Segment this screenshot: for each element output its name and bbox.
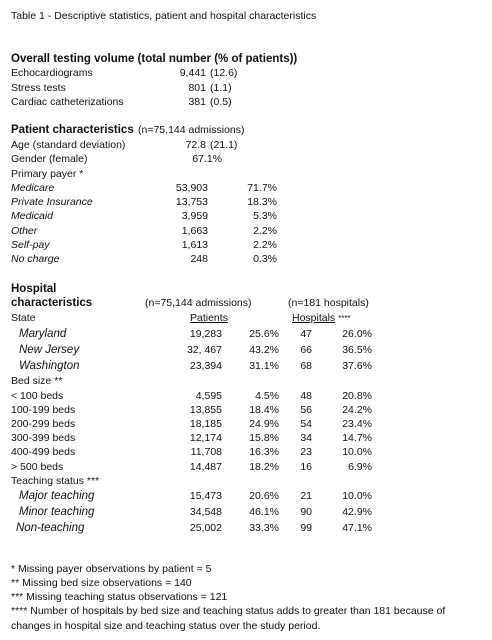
state-hpct-newjersey: 36.5% (342, 344, 372, 356)
gender-label: Gender (female) (11, 153, 88, 165)
bed-h-200-299: 54 (300, 418, 312, 430)
teaching-label-non: Non-teaching (16, 522, 85, 534)
state-label-washington: Washington (19, 360, 80, 372)
payer-n-other: 1,663 (181, 225, 208, 237)
teaching-n-minor: 34,548 (189, 506, 222, 518)
teaching-label-major: Major teaching (19, 490, 95, 502)
bed-label-100-199: 100-199 beds (11, 404, 76, 416)
testing-value-cath: 381 (188, 96, 206, 108)
state-pct-maryland: 25.6% (249, 328, 279, 340)
patient-n: (n=75,144 admissions) (138, 124, 245, 136)
footnote-hospital-count: **** Number of hospitals by bed size and teaching status adds to greater than 181 because of (11, 605, 446, 617)
testing-heading: Overall testing volume (total number (% of patients)) (11, 53, 298, 65)
bed-label-gt500: > 500 beds (11, 461, 64, 473)
bed-label-400-499: 400-499 beds (11, 446, 76, 458)
payer-pct-medicaid: 5.3% (253, 210, 277, 222)
bed-n-400-499: 11,708 (190, 446, 222, 458)
hospitals-column-header (292, 312, 351, 325)
testing-pct-cath: (0.5) (210, 96, 232, 108)
hospital-heading-line1: Hospital (11, 283, 57, 295)
payer-pct-medicare: 71.7% (247, 182, 277, 194)
patient-heading: Patient characteristics (11, 124, 134, 136)
state-label: State (11, 312, 36, 324)
testing-value-stress: 801 (188, 82, 206, 94)
bed-h-lt100: 48 (300, 390, 312, 402)
teaching-h-major: 21 (300, 490, 312, 502)
state-pct-newjersey: 43.2% (249, 344, 279, 356)
bed-n-300-399: 12,174 (189, 432, 222, 444)
bed-label-200-299: 200-299 beds (11, 418, 76, 430)
bed-pct-100-199: 18.4% (249, 404, 279, 416)
bed-hpct-100-199: 24.2% (342, 404, 372, 416)
bed-h-100-199: 56 (300, 404, 312, 416)
bed-h-400-499: 23 (300, 446, 312, 458)
state-n-maryland: 19,283 (189, 328, 222, 340)
bed-size-label: Bed size ** (11, 375, 63, 387)
payer-label-medicaid: Medicaid (11, 210, 54, 222)
bed-h-300-399: 34 (300, 432, 312, 444)
payer-pct-selfpay: 2.2% (253, 239, 277, 251)
footnote-bed-size: ** Missing bed size observations = 140 (11, 577, 192, 589)
teaching-pct-minor: 46.1% (249, 506, 279, 518)
testing-value-echo: 9,441 (179, 67, 206, 79)
hospitals-column-label: Hospitals (292, 312, 336, 324)
payer-label-nocharge: No charge (11, 253, 60, 265)
bed-n-lt100: 4,595 (195, 390, 222, 402)
bed-label-lt100: < 100 beds (11, 390, 64, 402)
payer-pct-private: 18.3% (247, 196, 277, 208)
bed-hpct-lt100: 20.8% (342, 390, 372, 402)
bed-hpct-400-499: 10.0% (342, 446, 372, 458)
payer-label-private: Private Insurance (11, 196, 93, 208)
state-label-newjersey: New Jersey (19, 344, 80, 356)
testing-label-cath: Cardiac catheterizations (11, 96, 124, 108)
payer-n-selfpay: 1,613 (181, 239, 208, 251)
state-hpct-washington: 37.6% (342, 360, 372, 372)
footnote-hospital-count-cont: changes in hospital size and teaching status over the study period. (11, 620, 321, 632)
footnote-teaching: *** Missing teaching status observations = 121 (11, 591, 228, 603)
payer-label: Primary payer * (11, 168, 84, 180)
teaching-hpct-minor: 42.9% (342, 506, 372, 518)
payer-pct-other: 2.2% (253, 225, 277, 237)
payer-n-private: 13,753 (175, 196, 208, 208)
age-label: Age (standard deviation) (11, 139, 126, 151)
hospital-heading-line2: characteristics (11, 297, 93, 309)
teaching-label-minor: Minor teaching (19, 506, 95, 518)
payer-n-medicare: 53,903 (175, 182, 208, 194)
bed-pct-300-399: 15.8% (249, 432, 279, 444)
bed-hpct-300-399: 14.7% (342, 432, 372, 444)
payer-label-medicare: Medicare (11, 182, 55, 194)
payer-label-other: Other (11, 225, 38, 237)
teaching-pct-major: 20.6% (249, 490, 279, 502)
teaching-h-minor: 90 (300, 506, 312, 518)
hospital-n-admissions: (n=75,144 admissions) (145, 297, 252, 309)
teaching-status-label: Teaching status *** (11, 475, 100, 487)
gender-value: 67.1% (192, 153, 222, 165)
state-pct-washington: 31.1% (249, 360, 279, 372)
bed-pct-gt500: 18.2% (249, 461, 279, 473)
state-n-washington: 23,394 (189, 360, 222, 372)
bed-n-100-199: 13,855 (189, 404, 222, 416)
payer-label-selfpay: Self-pay (11, 239, 50, 251)
testing-label-stress: Stress tests (11, 82, 66, 94)
payer-n-medicaid: 3,959 (181, 210, 208, 222)
table-title: Table 1 - Descriptive statistics, patient and hospital characteristics (11, 10, 317, 22)
testing-pct-stress: (1.1) (210, 82, 232, 94)
teaching-hpct-non: 47.1% (342, 522, 372, 534)
bed-pct-200-299: 24.9% (249, 418, 279, 430)
hospitals-column-stars: **** (338, 314, 351, 323)
testing-label-echo: Echocardiograms (11, 67, 93, 79)
teaching-hpct-major: 10.0% (342, 490, 372, 502)
state-h-washington: 68 (300, 360, 312, 372)
bed-n-gt500: 14,487 (189, 461, 222, 473)
teaching-n-major: 15,473 (189, 490, 222, 502)
state-hpct-maryland: 26.0% (342, 328, 372, 340)
payer-pct-nocharge: 0.3% (253, 253, 277, 265)
testing-pct-echo: (12.6) (210, 67, 238, 79)
bed-label-300-399: 300-399 beds (11, 432, 76, 444)
teaching-pct-non: 33.3% (249, 522, 279, 534)
patients-column-header: Patients (190, 312, 228, 324)
state-n-newjersey: 32, 467 (186, 344, 222, 356)
teaching-n-non: 25,002 (189, 522, 222, 534)
bed-hpct-200-299: 23.4% (342, 418, 372, 430)
age-sd: (21.1) (210, 139, 238, 151)
bed-hpct-gt500: 6.9% (348, 461, 372, 473)
bed-h-gt500: 16 (300, 461, 312, 473)
bed-n-200-299: 18,185 (189, 418, 222, 430)
payer-n-nocharge: 248 (190, 253, 208, 265)
state-h-newjersey: 66 (300, 344, 312, 356)
state-h-maryland: 47 (300, 328, 312, 340)
bed-pct-lt100: 4.5% (255, 390, 279, 402)
hospital-n-hospitals: (n=181 hospitals) (288, 297, 369, 309)
teaching-h-non: 99 (300, 522, 312, 534)
age-value: 72.8 (185, 139, 206, 151)
state-label-maryland: Maryland (19, 328, 67, 340)
footnote-payer: * Missing payer observations by patient = 5 (11, 563, 212, 575)
bed-pct-400-499: 16.3% (249, 446, 279, 458)
